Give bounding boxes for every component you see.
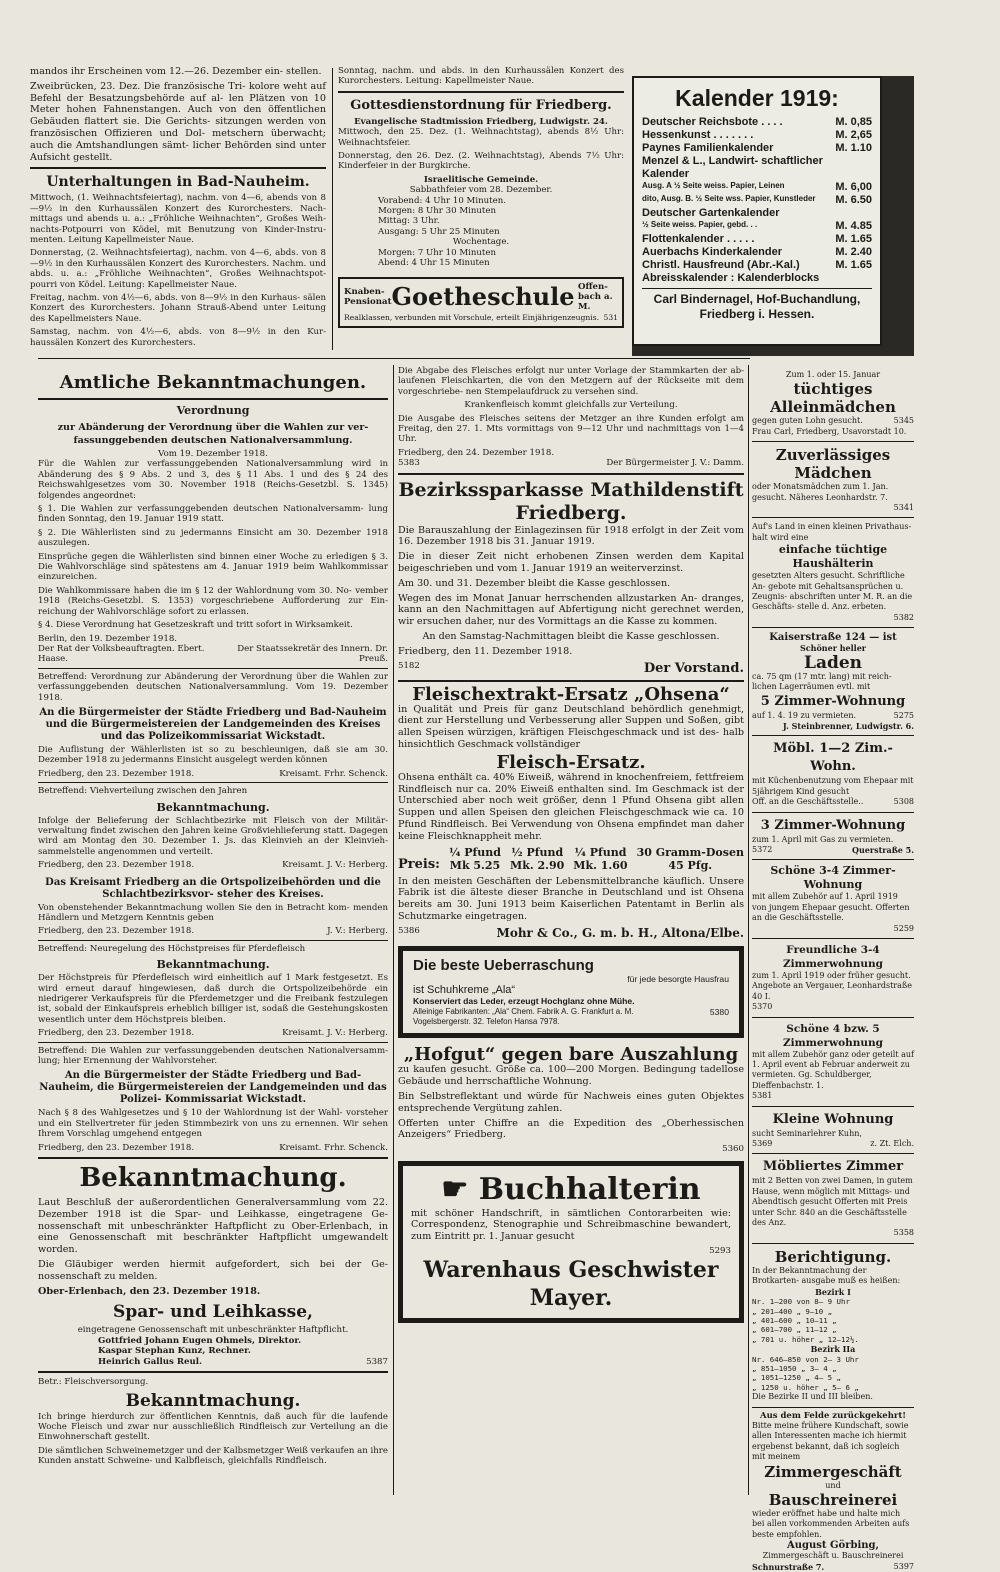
ohsena-heading: Fleischextrakt-Ersatz „Ohsena“: [412, 683, 730, 705]
ad-title: 3 Zimmer-Wohnung: [760, 817, 906, 833]
ad-title: Berichtigung.: [774, 1247, 892, 1266]
kalender-item-price: M. 6,00: [835, 181, 872, 193]
classified-ad: [752, 1408, 914, 1572]
text-paragraph: Zweibrücken, 23. Dez. Die französische Tri- kolore weht auf Befehl der Besatzungsbehörde auf al- len Plätzen von 10 Meter hohen Fahnenstangen. Auch von den öffentlichen Gebäuden flattert sie. Die Gerichts- sitzungen werden von französischen Offizieren und Dol- metschern überwacht; auch die Amtshandlungen sämt- licher Behörden sind unter Aufsicht gestellt.: [30, 80, 326, 163]
notice-date: Friedberg, den 23. Dezember 1918.: [38, 768, 195, 779]
sub-heading: Wochentage.: [452, 237, 510, 248]
ad-title: Die beste Ueberraschung: [413, 956, 594, 974]
ad-label: Knaben- Pensionat: [344, 286, 392, 308]
kalender-item-price: M. 1.65: [835, 233, 872, 245]
schedule-list: [752, 1297, 914, 1344]
ad-number: 5341: [893, 503, 914, 513]
ad-text: Zimmergeschäft u. Bauschreinerei: [762, 1551, 904, 1561]
classified-ad: [752, 366, 914, 442]
ad-text: mit 2 Betten von zwei Damen, in gutem Hause, wenn möglich mit Mittags- und Abendtisch gesucht Offerten mit Preis unter Schr. 840 an die Geschäftsstelle des Anz.: [752, 1176, 913, 1228]
text-paragraph: Die Abgabe des Fleisches erfolgt nur unter Vorlage der Stammkarten der ab- laufenen Fleischkarten, die von den Metzgern auf der Rückseite mit dem vorgeschriebe- nen Stempelaufdruck zu versehen sind.: [398, 366, 744, 397]
ad-text: mit Küchenbenutzung vom Ehepaar mit 5jährigem Kind gesucht: [752, 776, 914, 796]
section-rule: [38, 358, 750, 359]
ad-number: 531: [603, 312, 618, 322]
ad-title: Goetheschule: [391, 282, 575, 312]
notice-heading: Bekanntmachung.: [156, 800, 270, 814]
bank-heading: Friedberg.: [515, 501, 627, 524]
text-paragraph: Wegen des im Monat Januar herrschenden allzustarken An- dranges, kann an den Nachmittagen auf Abfertigung nicht gerechnet werden, wir ersuchen daher, nur des Vormittags an die Kasse zu kommen.: [398, 592, 744, 628]
kalender-item-name: Christl. Hausfreund (Abr.-Kal.): [642, 259, 800, 271]
notice-date: Friedberg, den 23. Dezember 1918.: [38, 1028, 195, 1039]
kalender-item: [642, 233, 872, 246]
time-line: Mittag: 3 Uhr.: [378, 216, 440, 227]
schedule-row: „ 201—400 „ 9—10 „: [752, 1306, 833, 1316]
name-line: Kaspar Stephan Kunz, Rechner.: [98, 1346, 251, 1357]
ad-number: 5308: [893, 797, 914, 807]
ad-text: oder Monatsmädchen zum 1. Jan. gesucht. Näheres Leonhardstr. 7.: [752, 482, 889, 502]
betreffend: Betreffend: Die Wahlen zur verfassunggebenden deutschen Nationalversamm- lung; hier Ernennung der Wahlvorsteher.: [38, 1045, 388, 1067]
ad-text: In der Bekanntmachung der Brotkarten- ausgabe muß es heißen:: [752, 1265, 901, 1286]
price-label: Preis:: [398, 856, 440, 872]
classified-ad: [752, 518, 914, 628]
ad-number: 5387: [366, 1356, 388, 1367]
text-paragraph: Bin Selbstreflektant und würde für Nachweis eines guten Objektes entsprechende Vergütung zahlen.: [398, 1091, 744, 1114]
text-paragraph: Samstag, nachm. von 4½—6, abds. von 8—9½ in den Kur- haussälen Konzert des Kurorchesters.: [30, 327, 326, 348]
ad-text: Alleinige Fabrikanten: „Ala“ Chem. Fabrik A. G. Frankfurt a. M. Vogelsbergerstr. 32. Telefon Hansa 7978.: [413, 1006, 634, 1026]
top-left-column: [30, 66, 326, 351]
text-paragraph: Für die Wahlen zur verfassunggebenden Nationalversammlung wird in Abänderung des § 9 Abs. 2 und 3, des § 11 Abs. 1 und des § 24 des Reichswahlgesetzes vom 30. November 1918 (Reichs-Gesetzbl. S. 1345) folgendes angeordnet:: [38, 459, 388, 501]
text-paragraph: Die Ausgabe des Fleisches seitens der Metzger an ihre Kunden erfolgt am Freitag, den 27. 1. Mts vormittags von 9—12 Uhr und nachmittags von 1—4 Uhr.: [398, 413, 744, 445]
ad-title: Zuverlässiges Mädchen: [775, 446, 891, 483]
classified-ad: [752, 1244, 914, 1408]
column-rule: [393, 365, 394, 1495]
classified-ad: [752, 1018, 914, 1107]
kalender-item: [642, 142, 872, 155]
notice-date: Friedberg, den 23. Dezember 1918.: [38, 860, 195, 871]
notice-heading: An die Bürgermeister der Städte Friedberg und Bad-Nauheim, die Bürgermeistereien der Landgemeinden und das Polizei- Kommissariat Wickstadt.: [39, 1070, 387, 1106]
kalender-item-price: M. 2,65: [835, 129, 872, 141]
price-value: Mk. 2.90: [510, 858, 565, 872]
kalender-item: [642, 116, 872, 129]
kalender-item: [642, 259, 872, 272]
ad-text: Konserviert das Leder, erzeugt Hochglanz ohne Mühe.: [413, 996, 635, 1007]
ad-number: 5259: [893, 923, 914, 933]
notice-date: Ober-Erlenbach, den 23. Dezember 1918.: [38, 1285, 261, 1297]
time-line: Morgen: 7 Uhr 10 Minuten: [378, 247, 497, 258]
name-line: Heinrich Gallus Reul.: [98, 1356, 202, 1367]
price-size: ¼ Pfund: [574, 845, 627, 859]
ad-text: ist Schuhkreme „Ala“: [413, 984, 516, 997]
text-paragraph: § 1. Die Wahlen zur verfassunggebenden deutschen Nationalversamm- lung finden Sonntag, den 19. Januar 1919 statt.: [38, 504, 388, 525]
kalender-item-name: Abreisskalender : Kalenderblocks: [642, 272, 820, 284]
classified-ad: [752, 1107, 914, 1155]
text-paragraph: § 2. Die Wählerlisten sind zu jedermanns Einsicht am 30. Dezember 1918 auszulegen.: [38, 527, 388, 549]
kalender-item: [642, 155, 872, 181]
text-paragraph: Die sämtlichen Schweinemetzger und der Kalbsmetzger Weiß verkaufen an ihre Kunden anstatt Schweine- und Kalbfleisch, gleichfalls Rindfleisch.: [38, 1445, 388, 1467]
price-value: Mk. 1.60: [573, 858, 628, 872]
text-paragraph: Die Gläubiger werden hiermit aufgefordert, sich bei der Ge- nossenschaft zu melden.: [38, 1259, 388, 1282]
kalender-item-price: M. 4.85: [835, 220, 872, 232]
times-list: [338, 248, 624, 269]
text-paragraph: Mittwoch, den 25. Dez. (1. Weihnachtstag), abends 8½ Uhr: Weihnachtsfeier.: [338, 127, 624, 148]
price-value: Mk 5.25: [449, 858, 501, 872]
ad-text: mit allem Zubehör auf 1. April 1919 von jungem Ehepaar gesucht. Offerten an die Geschäftsstelle.: [752, 892, 910, 923]
kalender-item-name: Deutscher Reichsbote . . . .: [642, 116, 783, 128]
ad-text: mit schöner Handschrift, in sämtlichen Contorarbeiten wie: Correspondenz, Stenographie und Schreibmaschine bewandert, zum Eintritt pr. 1. Januar gesucht: [411, 1207, 731, 1243]
ad-title: einfache tüchtige Haushälterin: [778, 543, 888, 571]
ad-text: gegen guten Lohn gesucht.: [752, 416, 863, 426]
firm-name: Carl Bindernagel, Hof-Buchandlung,: [653, 292, 861, 306]
notice-date: Friedberg, den 23. Dezember 1918.: [38, 1142, 195, 1153]
pointing-hand-icon: ☛: [441, 1171, 469, 1207]
betreffend: Betr.: Fleischversorgung.: [38, 1377, 149, 1388]
ala-ad: [398, 946, 744, 1039]
ad-text: und: [825, 1480, 841, 1490]
ad-number: 5380: [709, 1006, 729, 1017]
bank-heading: Bezirkssparkasse Mathildenstift: [398, 478, 744, 501]
text-paragraph: zu kaufen gesucht. Größe ca. 100—200 Morgen. Bedingung tadellose Gebäude und herrschaftliche Wohnung.: [398, 1064, 744, 1088]
schedule-list: [752, 1355, 914, 1393]
classified-ad: [752, 813, 914, 861]
column-rule: [748, 365, 749, 1495]
column-rule: [332, 68, 333, 350]
ad-title: 5 Zimmer-Wohnung: [760, 693, 906, 709]
ad-text: Aus dem Felde zurückgekehrt!: [759, 1410, 907, 1421]
text-paragraph: Krankenfleisch kommt gleichfalls zur Verteilung.: [464, 400, 678, 411]
time-line: Abend: 4 Uhr 15 Minuten: [378, 258, 490, 269]
classified-ad: [752, 1154, 914, 1243]
text-paragraph: in Qualität und Preis für ganz Deutschland behördlich genehmigt, dient zur Herstellung und Verbesserung aller Suppen und Soßen, gibt allen Speisen würzigen, kräftigen Fleischgeschmack und ist des- halb hinsichtlich Geschmack vollständiger: [398, 703, 744, 751]
ohsena-heading: Fleisch-Ersatz.: [496, 751, 646, 773]
ad-title: Freundliche 3-4 Zimmerwohnung: [782, 943, 883, 970]
kalender-item-name: Ausg. A ½ Seite weiss. Papier, Leinen: [642, 181, 785, 190]
notice-heading: Bekanntmachung.: [125, 1390, 301, 1411]
ad-title: Zimmergeschäft: [764, 1462, 902, 1481]
notice-date: Friedberg, den 11. Dezember 1918.: [398, 645, 573, 657]
ad-address: Frau Carl, Friedberg, Usavorstadt 10.: [752, 426, 907, 436]
ad-title: tüchtiges Alleinmädchen: [770, 380, 896, 417]
text-paragraph: Einsprüche gegen die Wählerlisten sind binnen einer Woche zu erledigen § 3. Die Wahlvorschläge sind spätestens am 4. Januar 1919 beim Wahlkommissar einzureichen.: [38, 551, 388, 583]
ad-text: zum 1. April 1919 oder früher gesucht. Angebote an Vergauer, Leonhardstraße 40 I.: [752, 970, 912, 1001]
kalender-item-price: M. 0,85: [835, 116, 872, 128]
schedule-row: „ 401—600 „ 10—11 „: [752, 1315, 837, 1325]
text-paragraph: Die Auflistung der Wählerlisten ist so zu beschleunigen, daß sie am 30. Dezember 1918 zu jedermanns Einsicht ausgelegt werden können: [38, 744, 388, 766]
kalender-item: [642, 220, 872, 233]
kalender-item-name: ½ Seite weiss. Papier, gebd. . .: [642, 220, 758, 229]
kalender-item-price: M. 1.65: [835, 259, 872, 271]
notice-heading: Bekanntmachung.: [79, 1163, 347, 1194]
notice-date: Friedberg, den 24. Dezember 1918.: [398, 447, 555, 458]
ad-number: 5382: [893, 612, 914, 622]
ad-address: J. Steinbrenner, Ludwigstr. 6.: [782, 720, 914, 731]
signature: J. V.: Herberg.: [327, 926, 388, 937]
ad-title: Schöne 4 bzw. 5 Zimmerwohnung: [782, 1022, 883, 1049]
text-paragraph: Offerten unter Chiffre an die Expedition des „Oberhessischen Anzeigers“ Friedberg.: [398, 1117, 744, 1141]
ad-number: 5397: [893, 1561, 914, 1571]
ad-address: August Görbing,: [786, 1540, 880, 1552]
ad-title: Kleine Wohnung: [772, 1111, 894, 1127]
ad-text: Zum 1. oder 15. Januar: [785, 370, 881, 379]
signature: Kreisamt. Frhr. Schenck.: [279, 1142, 388, 1153]
ad-number: 5182: [398, 660, 420, 671]
ad-text: Bezirk IIa: [810, 1344, 856, 1355]
betreffend: Betreffend: Viehverteilung zwischen den Jahren: [38, 786, 248, 797]
time-line: Vorabend: 4 Uhr 10 Minuten.: [378, 195, 506, 206]
kalender-item: [642, 194, 872, 207]
price-value: 45 Pfg.: [668, 858, 713, 872]
schedule-row: Nr. 646—850 von 2— 3 Uhr: [752, 1354, 859, 1364]
ad-text: Bezirk I: [815, 1286, 851, 1297]
ad-title: Schöne 3-4 Zimmer-Wohnung: [770, 864, 896, 892]
notice-heading: Das Kreisamt Friedberg an die Ortspolizeibehörden und die Schlachtbezirksvor- steher des Kreises.: [45, 876, 381, 900]
classified-ad: [752, 442, 914, 518]
text-paragraph: Donnerstag, den 26. Dez. (2. Weihnachtstag), Abends 7½ Uhr: Kinderfeier in der Burgkirche.: [338, 151, 624, 172]
kalender-list: [642, 116, 872, 285]
text-paragraph: Nach § 8 des Wahlgesetzes und § 10 der Wahlordnung ist der Wahl- vorsteher und ein Stellvertreter für jeden Stimmbezirk von uns zu ernennen. Wir sehen Ihrem Vorschlag umgehend entgegen: [38, 1108, 388, 1140]
firm-name: Mohr & Co., G. m. b. H., Altona/Elbe.: [496, 925, 744, 940]
top-middle-column: [338, 66, 624, 332]
decree-date: Vom 19. Dezember 1918.: [158, 449, 268, 459]
ad-text: Auf's Land in einen kleinen Privathaus- halt wird eine: [752, 522, 912, 542]
text-paragraph: Freitag, nachm. von 4½—6, abds. von 8—9½ in den Kurhaus- sälen Konzert des Kurorchesters. Johann Strauß-Abend unter Leitung des Kapellmeisters Naue.: [30, 293, 326, 324]
kalender-item-price: M. 6.50: [835, 194, 872, 206]
middle-column: [398, 366, 744, 1496]
schedule-row: Nr. 1—200 von 8— 9 Uhr: [752, 1297, 850, 1307]
ad-text: gesetzten Alters gesucht. Schriftliche An- gebote mit Gehaltsansprüchen u. Zeugnis- abschriften unter M. R. an die Geschäfts- stelle d. Anz. erbeten.: [752, 571, 913, 612]
ad-text: wieder eröffnet habe und halte mich bei allen vorkommenden Arbeiten aufs beste empfohlen.: [752, 1509, 910, 1539]
ad-title: Bauschreinerei: [768, 1491, 898, 1509]
kalender-ad: [632, 76, 914, 356]
classified-ad: [752, 860, 914, 939]
section-heading: Amtliche Bekanntmachungen.: [59, 372, 367, 393]
signature: Kreisamt. J. V.: Herberg.: [282, 860, 388, 871]
text-paragraph: Ohsena enthält ca. 40% Eiweiß, während in knochenfreiem, fettfreiem Rindfleisch nur ca. 20% Eiweiß enthalten sind. Im Geschmack ist der Unterschied aber noch weit größer, denn 1 Pfund Ohsena gibt allen Suppen und allen Speisen den gleichen Fleischgeschmack wie ca. 10 Pfund Rindfleisch. Bei Verwendung von Ohsena empfindet man daher keine Fleischknappheit mehr.: [398, 771, 744, 842]
kalender-item-price: M. 2.40: [835, 246, 872, 258]
ad-title: Laden: [803, 652, 863, 673]
section-heading: Unterhaltungen in Bad-Nauheim.: [46, 174, 310, 191]
place-date: Berlin, den 19. Dezember 1918.: [38, 633, 178, 644]
ad-label: Offen- bach a. M.: [578, 281, 613, 313]
signature: Der Bürgermeister J. V.: Damm.: [606, 458, 744, 469]
ad-text: sucht Seminarlehrer Kuhn,: [752, 1128, 862, 1138]
signature: Kreisamt. Frhr. Schenck.: [279, 768, 388, 779]
hofgut-heading: „Hofgut“ gegen bare Auszahlung: [403, 1044, 739, 1066]
schedule-row: „ 851—1050 „ 3— 4 „: [752, 1363, 837, 1373]
kalender-item-name: Menzel & L., Landwirt- schaftlicher Kalender: [642, 155, 823, 180]
kalender-item: [642, 272, 872, 285]
kalender-item-name: Hessenkunst . . . . . . .: [642, 129, 754, 141]
times-list: [338, 196, 624, 238]
right-column: [752, 366, 914, 1572]
ad-number: 5345: [893, 416, 914, 426]
ad-text: auf 1. 4. 19 zu vermieten.: [752, 710, 857, 720]
time-line: Morgen: 8 Uhr 30 Minuten: [378, 206, 497, 217]
kalender-item-price: M. 1.10: [835, 142, 872, 154]
kalender-item: [642, 207, 872, 220]
betreffend: Betreffend: Neuregelung des Höchstpreises für Pferdefleisch: [38, 943, 306, 954]
firm-name: Warenhaus Geschwister Mayer.: [423, 1257, 719, 1312]
sub-heading: Sabbathfeier vom 28. Dezember.: [409, 185, 553, 196]
goetheschule-ad: [338, 277, 624, 329]
text-paragraph: Von obenstehender Bekanntmachung wollen Sie den in Betracht kom- menden Händlern und Metzgern Kenntnis geben: [38, 902, 388, 923]
ad-number: 5381: [752, 1091, 773, 1101]
ad-text: Off. an die Geschäftsstelle..: [752, 797, 864, 807]
ad-number: 5370: [752, 1002, 773, 1012]
names-list: [38, 1336, 388, 1367]
schedule-row: „ 1051—1250 „ 4— 5 „: [752, 1373, 841, 1383]
signature: Der Vorstand.: [643, 660, 744, 676]
ad-text: Kaiserstraße 124 — ist: [769, 632, 897, 644]
price-size: 30 Gramm-Dosen: [636, 845, 744, 859]
buchhalterin-ad: [398, 1161, 744, 1324]
firm-city: Friedberg i. Hessen.: [699, 307, 815, 321]
ad-number: 5372: [752, 844, 773, 854]
text-paragraph: Donnerstag, (2. Weihnachtsfeiertag), nachm. von 4—6, abds. von 8—9½ in den Kurhaussälen Konzert des Kurorchesters. Nachm. und abds. u. a.: „Fröhliche Weihnachten“, Großes Weihnachtspot- pourri von Ködel. Leitung: Kapellmeister Naue.: [30, 248, 326, 290]
ad-title: [411, 1172, 731, 1208]
text-paragraph: Laut Beschluß der außerordentlichen Generalversammlung vom 22. Dezember 1918 ist die Spar- und Leihkasse, eingetragene Ge- nossenschaft mit unbeschränkter Haftpflicht zu Ober-Erlenbach, in eine Genossenschaft mit beschränkter Haftpflicht umgewandelt worden.: [38, 1197, 388, 1256]
decree-subtitle: zur Abänderung der Verordnung über die Wahlen zur ver- fassunggebenden deutschen Nationalversammlung.: [57, 422, 369, 446]
kalender-item: [642, 129, 872, 142]
kalender-item: [642, 181, 872, 194]
text-paragraph: An den Samstag-Nachmittagen bleibt die Kasse geschlossen.: [422, 631, 720, 643]
schedule-row: „ 601—700 „ 11—12 „: [752, 1325, 837, 1335]
ad-text: mit allem Zubehör ganz oder geteilt auf 1. April event ab Februar anderweit zu vermieten. Gg. Schuldberger, Dieffenbachstr. 1.: [752, 1049, 914, 1090]
text-paragraph: Mittwoch, (1. Weihnachtsfeiertag), nachm. von 4—6, abends von 8—9½ in den Kurhaussälen Konzert des Kurorchesters. Nach- mittags und abends u. a.: „Fröhliche Weihnachten“, Großes Weih- nachts-Potpourri von Ködel, mit Benutzung von Kinder-Instru- menten. Leitung Kapellmeister Naue.: [30, 193, 326, 245]
firm-name: Spar- und Leihkasse,: [113, 1302, 313, 1323]
text-paragraph: Die Wahlkommissare haben die im § 12 der Wahlordnung vom 30. No- vember 1918 (Reichs-Gesetzbl. S. 1353) vorgeschriebene Aufforderung zur Ein- reichung der Wahlvorschläge sofort zu erlassen.: [38, 585, 388, 617]
kalender-item: [642, 246, 872, 259]
ad-title: Möbliertes Zimmer: [762, 1159, 904, 1175]
notice-heading: An die Bürgermeister der Städte Friedberg und Bad-Nauheim und die Bürgermeistereien der Landgemeinden des Kreises und das Polizeikommissariat Wickstadt.: [39, 706, 387, 742]
ad-title-text: Buchhalterin: [478, 1171, 701, 1207]
text-paragraph: Am 30. und 31. Dezember bleibt die Kasse geschlossen.: [398, 577, 671, 589]
ad-text: ca. 75 qm (17 mtr. lang) mit reich- lichen Lagerräumen evtl. mit: [752, 671, 892, 692]
ad-number: 5360: [722, 1144, 744, 1155]
text-paragraph: In den meisten Geschäften der Lebensmittelbranche käuflich. Unsere Fabrik ist die älteste dieser Branche in Deutschland und ist Ohsena bereits am 30. Juni 1913 beim Kaiserlichen Patentamt in Berlin als Schutzmarke eingetragen.: [398, 875, 744, 922]
ad-text: Schöner heller: [800, 643, 866, 654]
sub-heading: Evangelische Stadtmission Friedberg, Ludwigstr. 24.: [354, 116, 608, 127]
kalender-title: Kalender 1919:: [675, 85, 839, 111]
betreffend: Betreffend: Verordnung zur Abänderung der Verordnung über die Wahlen zur verfassunggebenden deutschen Nationalversammlung. Vom 19. Dezember 1918.: [38, 671, 388, 703]
time-line: Ausgang: 5 Uhr 25 Minuten: [378, 226, 500, 237]
text-paragraph: Die in dieser Zeit nicht erhobenen Zinsen werden dem Kapital beigeschrieben und vom 1. Januar 1919 an weiterverzinst.: [398, 551, 744, 575]
notice-heading: Bekanntmachung.: [156, 958, 270, 972]
signature: Kreisamt. J. V.: Herberg.: [282, 1028, 388, 1039]
ad-title: Möbl. 1—2 Zim.-Wohn.: [773, 741, 893, 775]
ad-number: 5369: [752, 1139, 773, 1149]
ad-number: 5275: [893, 710, 914, 720]
ad-address: Querstraße 5.: [852, 844, 914, 855]
classified-ad: [752, 736, 914, 812]
ad-text: für jede besorgte Hausfrau: [627, 973, 729, 984]
kalender-item-name: Auerbachs Kinderkalender: [642, 246, 782, 258]
kalender-item-name: Paynes Familienkalender: [642, 142, 774, 154]
text-paragraph: Die Barauszahlung der Einlagezinsen für 1918 erfolgt in der Zeit vom 16. Dezember 1918 bis 31. Januar 1919.: [398, 524, 744, 548]
ad-address: Schnurstraße 7.: [752, 1561, 825, 1572]
price-size: ¼ Pfund: [448, 845, 501, 859]
text-paragraph: Ich bringe hierdurch zur öffentlichen Kenntnis, daß auch für die laufende Woche Fleisch und zwar nur ausschließlich Rindfleisch zur Verteilung an die Einwohnerschaft gestellt.: [38, 1411, 388, 1443]
ad-text: zum 1. April mit Gas zu vermieten.: [752, 834, 894, 844]
classified-ad: [752, 939, 914, 1018]
schedule-row: „ 701 u. höher „ 12—12½.: [752, 1334, 859, 1344]
classified-ad: [752, 628, 914, 736]
text-paragraph: mandos ihr Erscheinen vom 12.—26. Dezember ein- stellen.: [30, 66, 322, 77]
name-line: Gottfried Johann Eugen Ohmels, Direktor.: [98, 1335, 302, 1346]
sub-heading: Israelitische Gemeinde.: [423, 174, 539, 185]
ad-number: 5386: [398, 925, 420, 936]
amtliche-column: [38, 366, 388, 1496]
text-paragraph: Sonntag, nachm. und abds. in den Kurhaussälen Konzert des Kurorchesters. Leitung: Kapellmeister Naue.: [338, 66, 624, 87]
notice-date: Friedberg, den 23. Dezember 1918.: [38, 926, 195, 937]
firm-sub: eingetragene Genossenschaft mit unbeschränkter Haftpflicht.: [77, 1325, 349, 1336]
ad-number: 5358: [893, 1228, 914, 1238]
kalender-item-name: Flottenkalender . . . . .: [642, 233, 755, 245]
schedule-row: „ 1250 u. höher „ 5— 6 „: [752, 1382, 859, 1392]
text-paragraph: § 4. Diese Verordnung hat Gesetzeskraft und tritt sofort in Wirksamkeit.: [38, 620, 353, 631]
kalender-item-name: Deutscher Gartenkalender: [642, 207, 780, 219]
signature: Der Rat der Volksbeauftragten. Ebert. Haase.: [38, 643, 205, 665]
ad-number: 5383: [398, 458, 420, 469]
signature: Der Staatssekretär des Innern. Dr. Preuß.: [237, 643, 388, 665]
section-heading: Gottesdienstordnung für Friedberg.: [350, 97, 612, 113]
ad-text: Bitte meine frühere Kundschaft, sowie allen Interessenten mache ich hiermit ergebenst bekannt, daß ich sogleich mit meinem: [752, 1420, 909, 1462]
ad-text: Realklassen, verbunden mit Vorschule, erteilt Einjährigenzeugnis.: [344, 312, 600, 322]
kalender-item-name: dito, Ausg. B. ½ Seite wss. Papier, Kunstleder: [642, 194, 816, 203]
ad-text: Die Bezirke II und III bleiben.: [752, 1392, 873, 1402]
text-paragraph: Der Höchstpreis für Pferdefleisch wird einheitlich auf 1 Mark festgesetzt. Es wird erneut darauf hingewiesen, daß durch die Ortspolizeibehörde ein niedrigerer Verkaufspreis für die Pferdemetzger und die Freibank festzulegen ist, sobald der Einkaufspreis erheblich billiger ist, sodaß die Gestehungskosten wesentlich unter dem Höchstpreis bleiben.: [38, 973, 388, 1025]
ad-address: z. Zt. Elch.: [870, 1139, 914, 1149]
decree-title: Verordnung: [176, 404, 250, 417]
price-table: [398, 846, 744, 872]
text-paragraph: Infolge der Belieferung der Schlachtbezirke mit Fleisch von der Militär- verwaltung findet zwischen den Jahren keine Großviehlieferung statt. Dagegen wird am Montag den 30. Dezember 1. Js. das Kleinvieh an der Kleinvieh- sammelstelle angenommen und verteilt.: [38, 815, 388, 857]
ad-number: 5293: [709, 1245, 731, 1256]
price-size: ½ Pfund: [511, 845, 564, 859]
